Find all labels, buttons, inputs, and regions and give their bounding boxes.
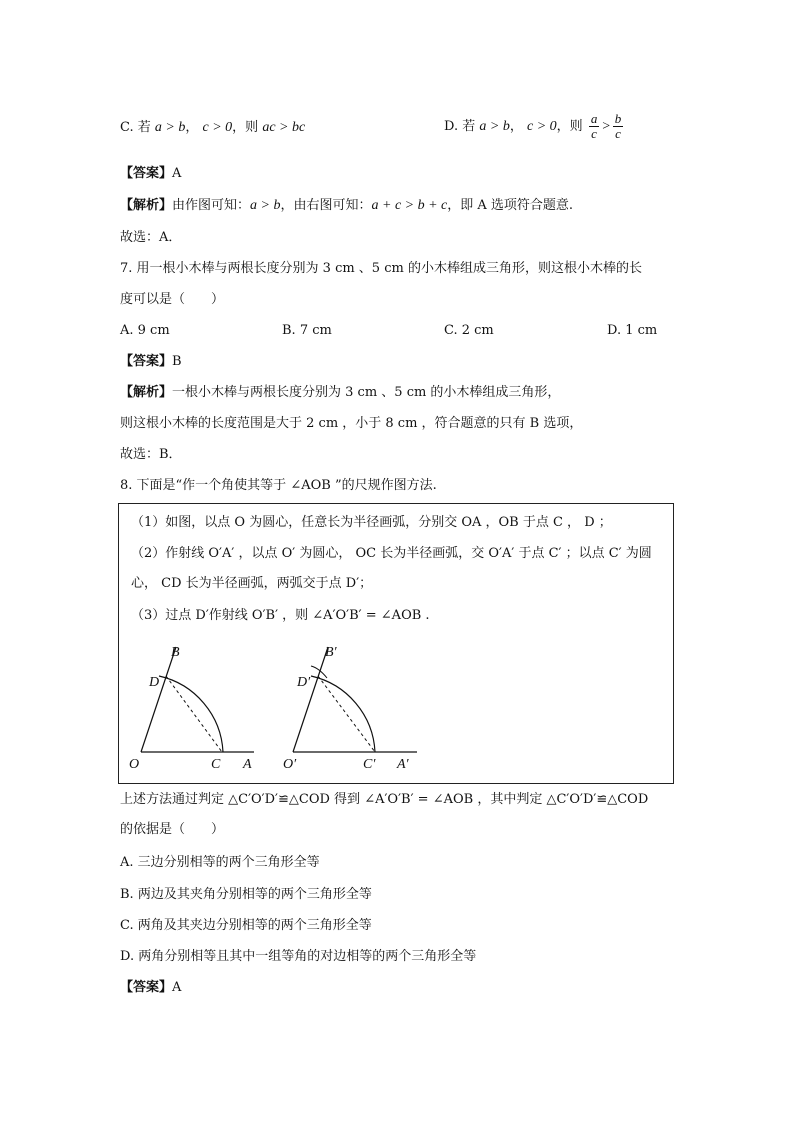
ray-ob	[141, 647, 176, 752]
q7-option-d: D. 1 cm	[607, 323, 658, 338]
fraction-b-over-c: $\frac{b}{c}$	[614, 111, 622, 141]
q8-option-b: B. 两边及其夹角分别相等的两个三角形全等	[120, 887, 372, 902]
label-a: A	[243, 757, 252, 772]
step-2-line1: （2）作射线 O′A′ ，以点 O′ 为圆心， OC 长为半径画弧，交 O′A′ 于点 C′ ；以点 C′ 为圆	[131, 546, 652, 561]
q7-stem-line2: 度可以是（ ）	[120, 292, 225, 307]
arc-c-d-prime	[311, 676, 375, 752]
fraction-a-over-c: $\frac{a}{c}$	[590, 111, 598, 141]
q8-answer: 【答案】A	[120, 980, 182, 995]
q7-analysis-line2: 则这根小木棒的长度范围是大于 2 cm ，小于 8 cm ，符合题意的只有 B 选项，	[120, 416, 583, 431]
q7-option-c: C. 2 cm	[444, 323, 494, 338]
q8-option-d: D. 两角分别相等且其中一组等角的对边相等的两个三角形全等	[120, 949, 477, 964]
figure-constructed-angle	[283, 645, 417, 772]
label-o-prime: O′	[283, 757, 297, 772]
q6-conclusion: 故选：A．	[120, 230, 182, 245]
q8-question-line1: 上述方法通过判定 △C′O′D′≌△COD 得到 ∠A′O′B′ = ∠AOB ，其中判定 △C′O′D′≌△COD	[120, 792, 649, 807]
label-d-prime: D′	[297, 675, 311, 690]
label-c-prime: C′	[363, 757, 376, 772]
step-2-line2: 心， CD 长为半径画弧，两弧交于点 D′；	[131, 576, 373, 591]
figure-original-angle	[129, 645, 254, 772]
label-c: C	[211, 757, 221, 772]
label-d: D	[149, 675, 160, 690]
q6-option-d: D. 若 a > b， c > 0，则 $\frac{a}{c}$ > $\frac{b}{c}$	[444, 111, 622, 141]
q7-conclusion: 故选：B．	[120, 447, 182, 462]
label-a-prime: A′	[397, 757, 409, 772]
q6-option-c: C. 若 a > b， c > 0，则 ac > bc	[120, 120, 306, 135]
q7-option-b: B. 7 cm	[282, 323, 332, 338]
q8-option-a: A. 三边分别相等的两个三角形全等	[120, 855, 320, 870]
q8-option-c: C. 两角及其夹边分别相等的两个三角形全等	[120, 918, 372, 933]
q8-stem: 8. 下面是“作一个角使其等于 ∠AOB ”的尺规作图方法.	[120, 478, 437, 493]
q7-analysis-line1: 【解析】一根小木棒与两根长度分别为 3 cm 、5 cm 的小木棒组成三角形，	[120, 385, 561, 400]
segment-c-d-prime	[318, 676, 375, 752]
label-b-prime: B′	[325, 645, 337, 660]
step-3: （3）过点 D′作射线 O′B′ ，则 ∠A′O′B′ = ∠AOB .	[131, 608, 430, 623]
q7-stem-line1: 7. 用一根小木棒与两根长度分别为 3 cm 、5 cm 的小木棒组成三角形，则这根小木棒的长	[120, 261, 642, 276]
label-b: B	[171, 645, 180, 660]
q6-analysis: 【解析】由作图可知：a > b，由右图可知：a + c > b + c，即 A 选项符合题意.	[120, 198, 574, 213]
construction-steps-box	[118, 503, 674, 784]
q7-answer: 【答案】B	[120, 354, 182, 369]
construction-figures	[119, 632, 671, 782]
ray-o-b-prime	[293, 647, 328, 752]
q8-question-line2: 的依据是（ ）	[120, 822, 225, 837]
label-o: O	[129, 757, 140, 772]
segment-cd	[166, 676, 222, 752]
q7-option-a: A. 9 cm	[120, 323, 170, 338]
q6-answer: 【答案】A	[120, 166, 182, 181]
step-1: （1）如图，以点 O 为圆心，任意长为半径画弧，分别交 OA ，OB 于点 C ， D ；	[131, 515, 612, 530]
